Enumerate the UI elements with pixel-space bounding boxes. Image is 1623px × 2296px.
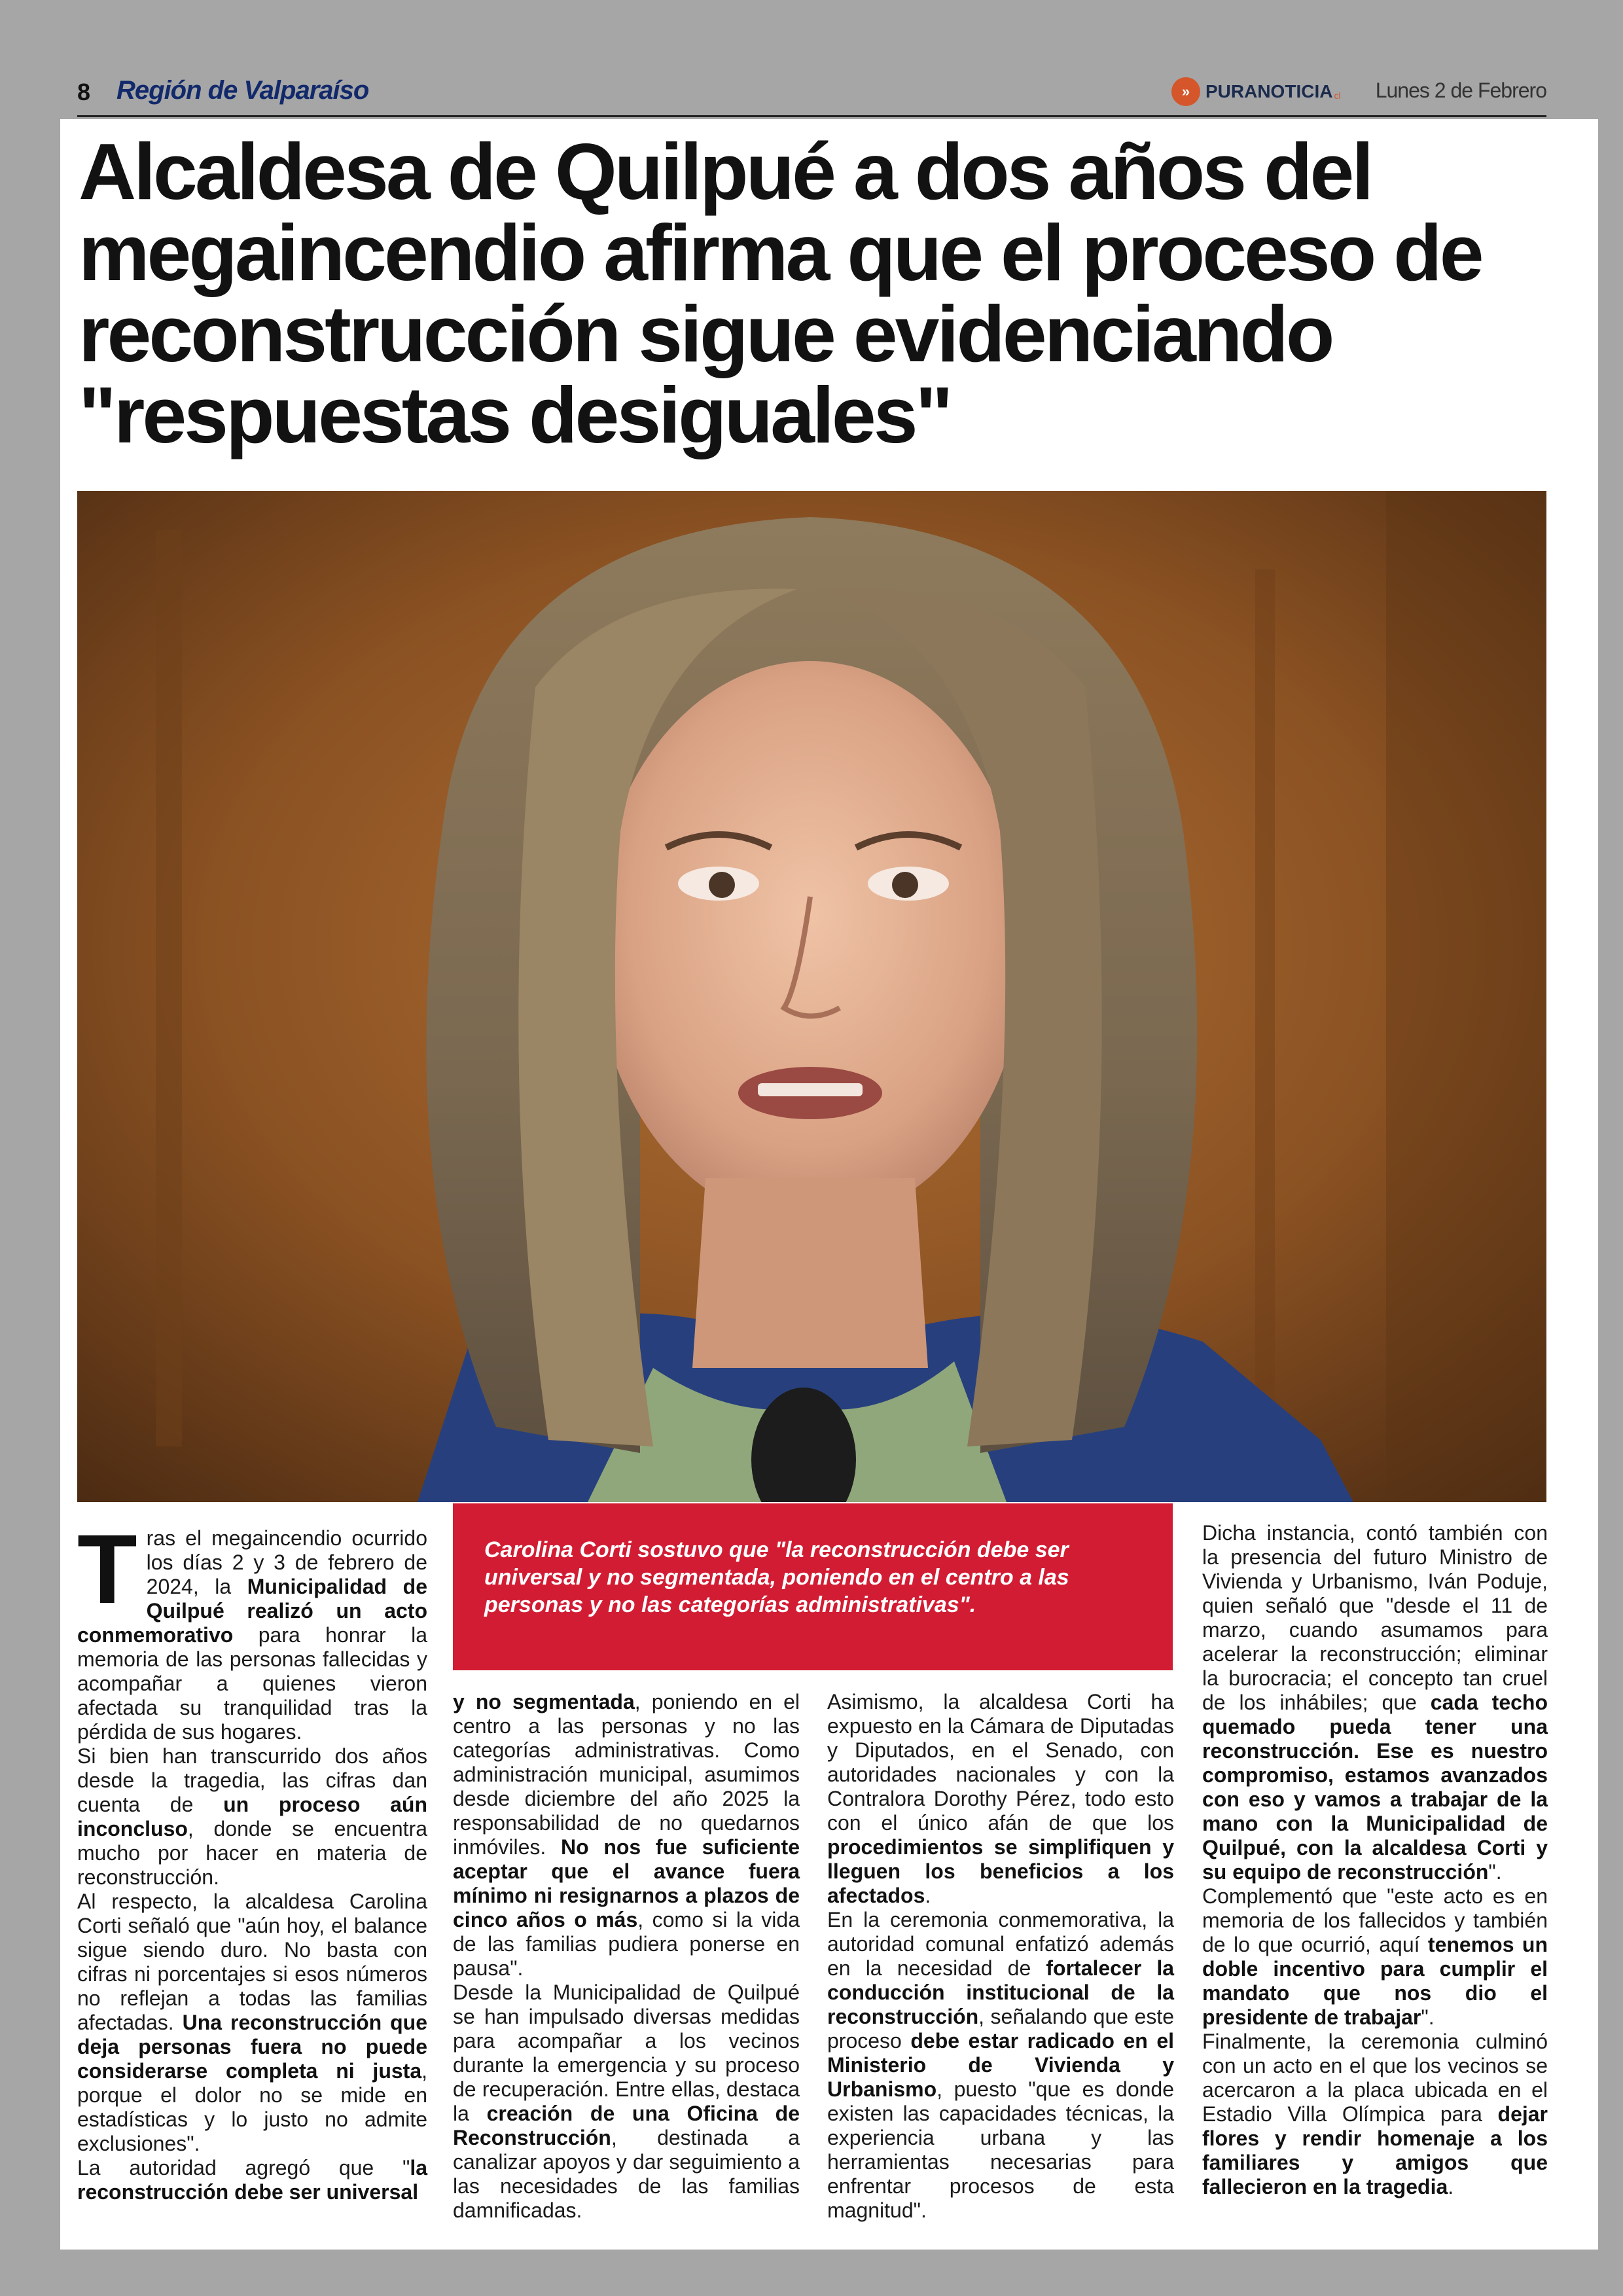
text-run: para honrar la memoria de las personas fallecidas y acompañar a quienes vieron afectada su tranquilidad tras la pérdida de sus hogares. bbox=[77, 1623, 427, 1744]
text-run: , puesto "que es donde existen las capacidades técnicas, la experiencia urbana y las herramientas necesarias para enfrentar procesos de esta magnitud". bbox=[827, 2077, 1174, 2222]
paragraph bbox=[77, 1744, 427, 1890]
section-title: Región de Valparaíso bbox=[116, 76, 369, 105]
paragraph bbox=[453, 1981, 800, 2223]
drop-cap: T bbox=[77, 1514, 137, 1624]
text-run: La autoridad agregó que " bbox=[77, 2156, 410, 2179]
issue-date: Lunes 2 de Febrero bbox=[1375, 79, 1546, 102]
text-run: Desde la Municipalidad de Quilpué se han impulsado diversas medidas para acompañar a los vecinos durante la emergencia y su proceso de recuperación. Entre ellas, destaca la bbox=[453, 1981, 800, 2125]
text-run: ras el megaincendio ocurrido los días 2 y 3 de febrero de 2024, la bbox=[146, 1526, 427, 1598]
text-run: , porque el dolor no se mide en estadísticas y lo justo no admite exclusiones". bbox=[77, 2059, 427, 2155]
text-run: , donde se encuentra mucho por hacer en materia de reconstrucción. bbox=[77, 1817, 427, 1889]
bold-text: Una reconstrucción que deja personas fuera no puede considerarse completa ni justa bbox=[77, 2011, 428, 2083]
text-run: Complementó que "este acto es en memoria de los fallecidos y también de lo que ocurrió, aquí bbox=[1202, 1884, 1548, 1956]
page-header bbox=[77, 72, 1546, 117]
bold-text: dejar flores y rendir homenaje a los familiares y amigos que fallecieron en la tragedia bbox=[1202, 2102, 1548, 2198]
article-photo bbox=[77, 491, 1546, 1502]
logo-suffix: cl bbox=[1334, 90, 1341, 101]
bold-text: No nos fue suficiente aceptar que el avance fuera mínimo ni resignarnos a plazos de cinco años o más bbox=[453, 1835, 800, 1931]
page-number: 8 bbox=[77, 79, 91, 105]
article-column-1 bbox=[77, 1514, 428, 2204]
article-column-3 bbox=[827, 1690, 1174, 2223]
bold-text: cada techo quemado pueda tener una reconstrucción. Ese es nuestro compromiso, estamos avanzados con eso y vamos a trabajar de la mano con la Municipalidad de Quilpué, con la alcaldesa Corti y su equipo de reconstrucción bbox=[1202, 1691, 1548, 1884]
bold-text: creación de una Oficina de Reconstrucción bbox=[453, 2102, 800, 2149]
paragraph bbox=[1202, 1884, 1548, 2030]
text-run: Si bien han transcurrido dos años desde la tragedia, las cifras dan cuenta de bbox=[77, 1744, 427, 1816]
article-column-4 bbox=[1202, 1521, 1548, 2199]
article-column-2 bbox=[453, 1690, 800, 2223]
bold-text: tenemos un doble incentivo para cumplir el mandato que nos dio el presidente de trabajar bbox=[1202, 1933, 1548, 2029]
paragraph bbox=[1202, 1521, 1548, 1884]
article-page bbox=[60, 119, 1598, 2250]
text-run: . bbox=[1448, 2175, 1454, 2198]
text-run: ". bbox=[1488, 1860, 1502, 1884]
puranoticia-logo[interactable] bbox=[1171, 77, 1341, 106]
bold-text: la reconstrucción debe ser universal bbox=[77, 2156, 427, 2204]
paragraph bbox=[453, 1690, 800, 1981]
bold-text: y no segmentada bbox=[453, 1690, 635, 1713]
text-run: En la ceremonia conmemorativa, la autoridad comunal enfatizó además en la necesidad de bbox=[827, 1908, 1174, 1980]
text-run: Al respecto, la alcaldesa Carolina Corti señaló que "aún hoy, el balance sigue siendo duro. No basta con cifras ni porcentajes si esos números no reflejan a todas las familias afectadas. bbox=[77, 1890, 427, 2034]
pull-quote-box bbox=[453, 1503, 1173, 1670]
text-run: Asimismo, la alcaldesa Corti ha expuesto en la Cámara de Diputadas y Diputados, en el Senado, con autoridades nacionales y con la Contralora Dorothy Pérez, todo esto con el único afán de que los bbox=[827, 1690, 1174, 1835]
paragraph bbox=[77, 2156, 427, 2204]
text-run: , como si la vida de las familias pudiera ponerse en pausa". bbox=[453, 1908, 800, 1980]
logo-chevrons-icon: » bbox=[1171, 77, 1200, 106]
bold-text: fortalecer la conducción institucional de la reconstrucción bbox=[827, 1956, 1175, 2028]
bold-text: Municipalidad de Quilpué realizó un acto conmemorativo bbox=[77, 1575, 427, 1647]
text-run: . bbox=[925, 1884, 931, 1907]
paragraph bbox=[827, 1690, 1174, 1908]
text-run: Finalmente, la ceremonia culminó con un acto en el que los vecinos se acercaron a la placa ubicada en el Estadio Villa Olímpica para bbox=[1202, 2030, 1548, 2126]
paragraph bbox=[77, 1890, 427, 2156]
text-run: Dicha instancia, contó también con la presencia del futuro Ministro de Vivienda y Urbanismo, Iván Poduje, quien señaló que "desde el 11 de marzo, cuando asumamos para acelerar la reconstrucción; eliminar la burocracia; el concepto tan cruel de los inhábiles; que bbox=[1202, 1521, 1548, 1714]
text-run: ". bbox=[1421, 2005, 1435, 2029]
bold-text: procedimientos se simplifiquen y lleguen los beneficios a los afectados bbox=[827, 1835, 1174, 1907]
bold-text: debe estar radicado en el Ministerio de Vivienda y Urbanismo bbox=[827, 2029, 1175, 2101]
bold-text: un proceso aún inconcluso bbox=[77, 1793, 428, 1840]
logo-text: PURANOTICIA bbox=[1205, 81, 1333, 101]
paragraph bbox=[1202, 2030, 1548, 2199]
text-run: , señalando que este proceso bbox=[827, 2005, 1174, 2053]
pull-quote-text: Carolina Corti sostuvo que "la reconstrucción debe ser universal y no segmentada, poniendo en el centro a las personas y no las categorías administrativas". bbox=[484, 1537, 1069, 1617]
text-run: , poniendo en el centro a las personas y no las categorías administrativas. Como administración municipal, asumimos desde diciembre del año 2025 la responsabilidad de no quedarnos inmóviles. bbox=[453, 1690, 800, 1859]
paragraph bbox=[827, 1908, 1174, 2223]
text-run: , destinada a canalizar apoyos y dar seguimiento a las necesidades de las familias damnificadas. bbox=[453, 2126, 800, 2222]
headline: Alcaldesa de Quilpué a dos años del megaincendio afirma que el proceso de reconstrucción sigue evidenciando "respuestas desiguales" bbox=[79, 127, 1482, 459]
